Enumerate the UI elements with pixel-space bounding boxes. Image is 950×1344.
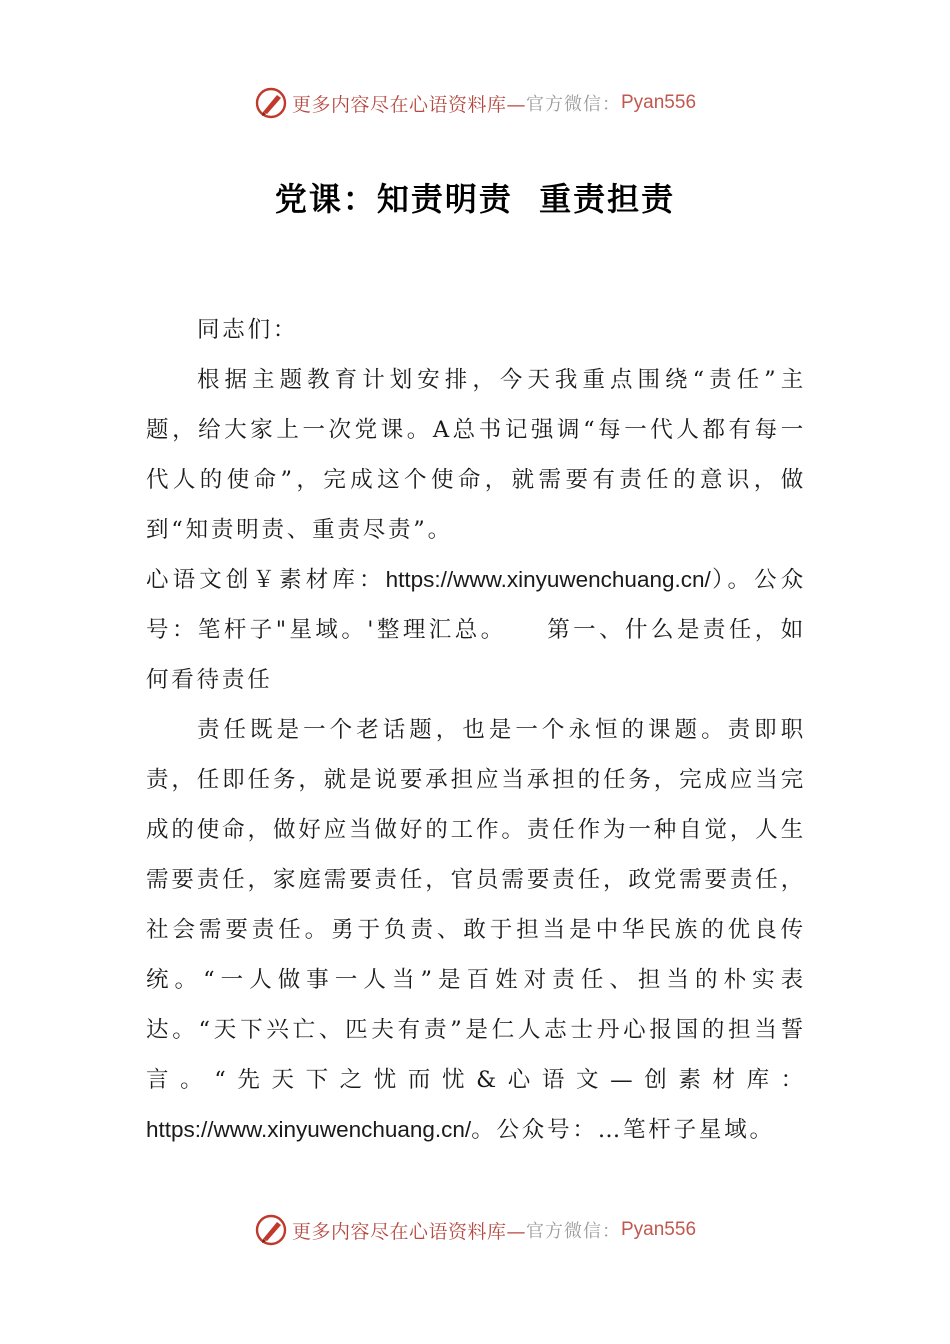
source-line: [146, 555, 806, 705]
banner-wechat-id: Pyan556: [621, 92, 697, 113]
source-suffix: ）。公众号：笔杆子"星域。'整理汇总。 第一、什么是责任，如何看待责任: [146, 567, 806, 693]
paragraph-2-url-link[interactable]: https://www.xinyuwenchuang.cn/: [146, 1117, 472, 1142]
banner-wechat-id: Pyan556: [621, 1219, 697, 1240]
source-prefix: 心语文创￥素材库：: [146, 567, 386, 593]
banner-wechat-label: 官方微信：: [526, 94, 621, 115]
paragraph-2-text: 责任既是一个老话题，也是一个永恒的课题。责即职责，任即任务，就是说要承担应当承担的任务，完成应当完成的使命，做好应当做好的工作。责任作为一种自觉，人生需要责任，家庭需要责任，官员需要责任，政党需要责任，社会需要责任。勇于负责、敢于担当是中华民族的优良传统。“一人做事一人当”是百姓对责任、担当的朴实表达。“天下兴亡、匹夫有责”是仁人志士丹心报国的担当誓言。“先天下之忧而忧&心语文—创素材库：: [146, 717, 806, 1093]
banner-wechat-label: 官方微信：: [526, 1221, 621, 1242]
paragraph-2-tail: 。公众号：…笔杆子星域。: [471, 1117, 775, 1143]
paragraph-1: 根据主题教育计划安排，今天我重点围绕“责任”主题，给大家上一次党课。A总书记强调“每一代人都有每一代人的使命”，完成这个使命，就需要有责任的意识，做到“知责明责、重责尽责”。: [146, 367, 806, 543]
pen-circle-icon: [254, 1213, 288, 1247]
document-body: [146, 305, 806, 1155]
greeting: 同志们：: [197, 317, 299, 343]
banner-text: 更多内容尽在心语资料库—: [291, 1220, 526, 1243]
header-banner: [0, 83, 950, 123]
source-url-link[interactable]: https://www.xinyuwenchuang.cn/: [385, 567, 711, 592]
pen-circle-icon: [254, 86, 288, 120]
footer-banner: [0, 1210, 950, 1250]
paragraph-2: [146, 705, 806, 1155]
banner-text: 更多内容尽在心语资料库—: [291, 93, 526, 116]
document-title: 党课：知责明责 重责担责: [274, 180, 676, 218]
